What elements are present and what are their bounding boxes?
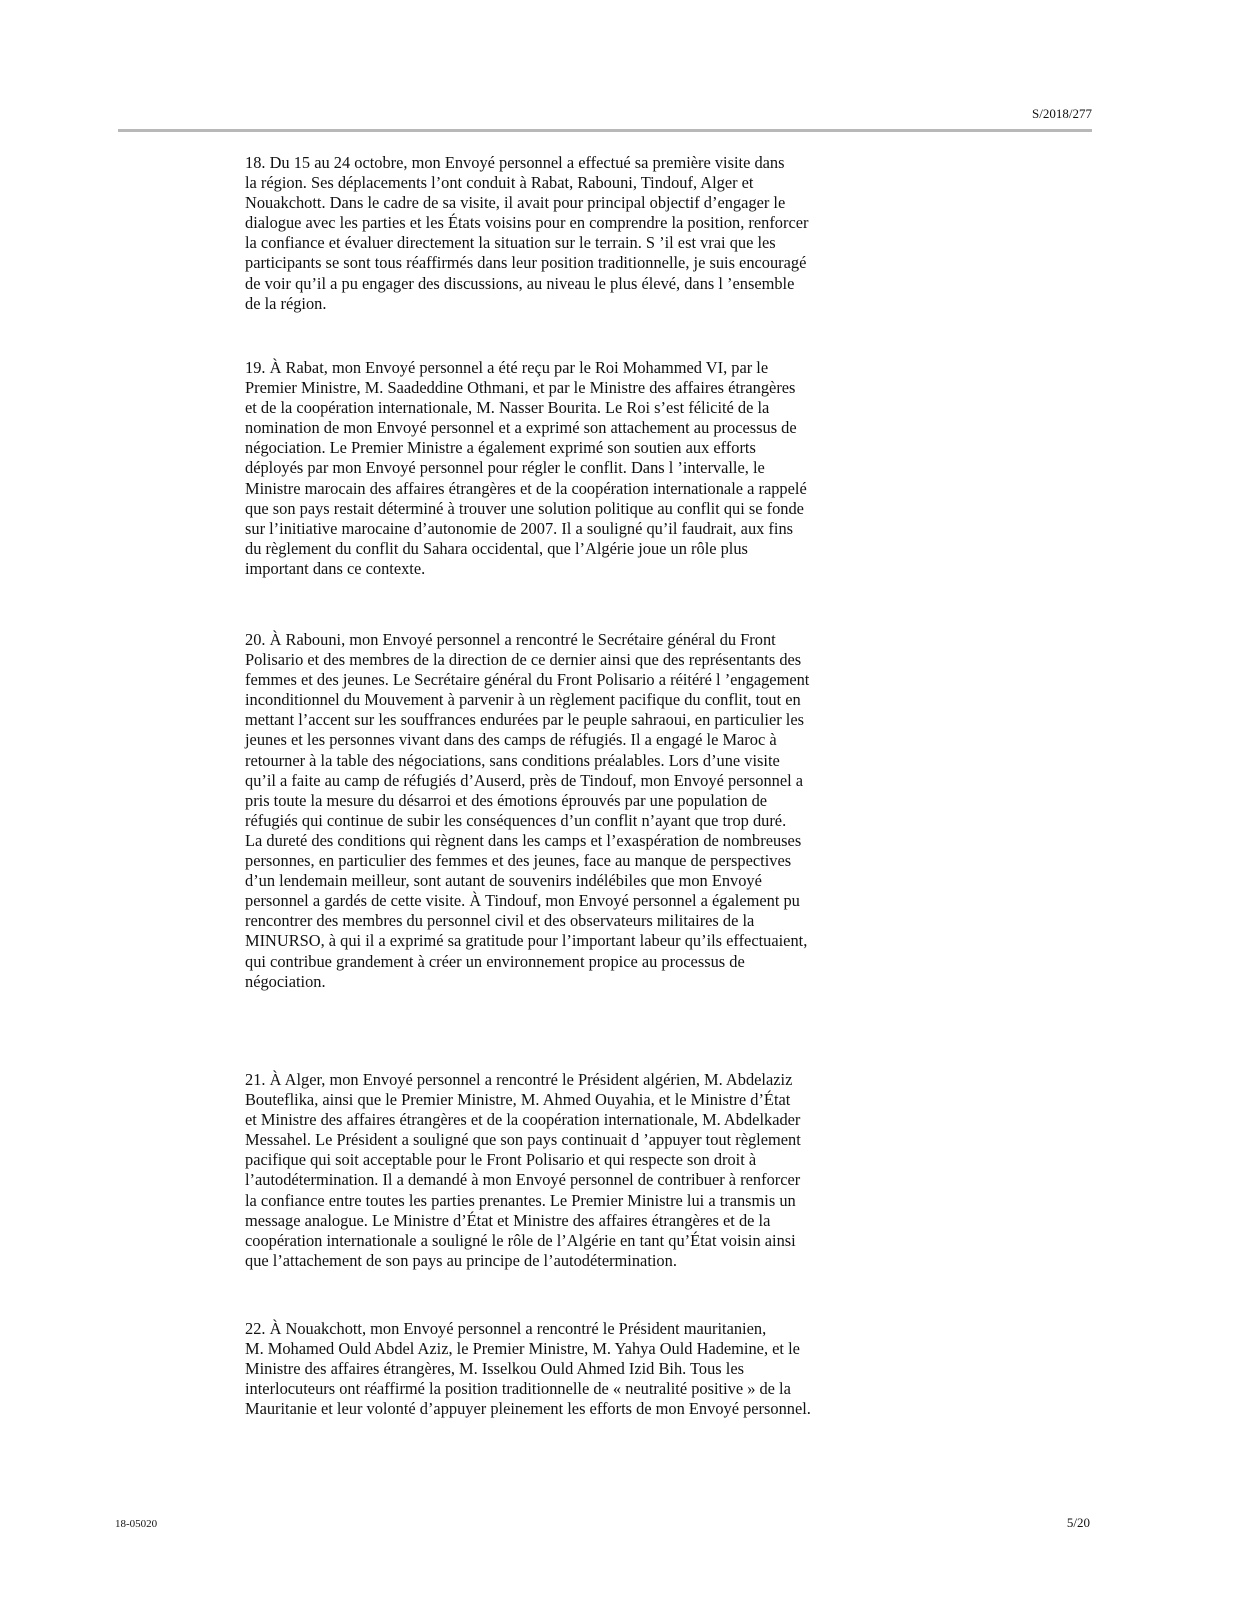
paragraph-line: déployés par mon Envoyé personnel pour régler le conflit. Dans l ’intervalle, le: [245, 458, 765, 478]
paragraph-line: 20. À Rabouni, mon Envoyé personnel a rencontré le Secrétaire général du Front: [245, 630, 776, 649]
paragraph-line: Ministre des affaires étrangères, M. Isselkou Ould Ahmed Izid Bih. Tous les: [245, 1359, 744, 1379]
paragraph-line: participants se sont tous réaffirmés dans leur position traditionnelle, je suis encouragé: [245, 253, 807, 273]
paragraph-line: pacifique qui soit acceptable pour le Front Polisario et qui respecte son droit à: [245, 1150, 757, 1170]
paragraph-line: message analogue. Le Ministre d’État et Ministre des affaires étrangères et de la: [245, 1210, 771, 1230]
paragraph-line: 22. À Nouakchott, mon Envoyé personnel a rencontré le Président mauritanien,: [245, 1319, 767, 1338]
paragraph: [245, 358, 855, 579]
paragraph-line: M. Mohamed Ould Abdel Aziz, le Premier Ministre, M. Yahya Ould Hademine, et le: [245, 1339, 800, 1359]
paragraph-line: et Ministre des affaires étrangères et de la coopération internationale, M. Abdelkader: [245, 1110, 801, 1130]
paragraph-line: négociation. Le Premier Ministre a également exprimé son soutien aux efforts: [245, 438, 756, 458]
paragraph: [245, 1070, 855, 1271]
paragraph-line: la confiance et évaluer directement la situation sur le terrain. S ’il est vrai que les: [245, 233, 776, 253]
paragraph-line: d’un lendemain meilleur, sont autant de souvenirs indélébiles que mon Envoyé: [245, 871, 762, 891]
paragraph: [245, 153, 855, 314]
paragraph-line: Messahel. Le Président a souligné que son pays continuait d ’appuyer tout règlement: [245, 1130, 801, 1150]
paragraph-line: qui contribue grandement à créer un environnement propice au processus de: [245, 951, 745, 971]
paragraph-line: coopération internationale a souligné le rôle de l’Algérie en tant qu’État voisin ainsi: [245, 1230, 796, 1250]
paragraph-line: de la région.: [245, 293, 327, 313]
paragraph-line: Mauritanie et leur volonté d’appuyer pleinement les efforts de mon Envoyé personnel.: [245, 1399, 811, 1419]
paragraph-line: femmes et des jeunes. Le Secrétaire général du Front Polisario a réitéré l ’engagement: [245, 670, 810, 690]
paragraph-line: du règlement du conflit du Sahara occidental, que l’Algérie joue un rôle plus: [245, 538, 748, 558]
paragraph-line: la région. Ses déplacements l’ont conduit à Rabat, Rabouni, Tindouf, Alger et: [245, 173, 754, 193]
paragraph-line: pris toute la mesure du désarroi et des émotions éprouvés par une population de: [245, 790, 768, 810]
paragraph-line: la confiance entre toutes les parties prenantes. Le Premier Ministre lui a transmis un: [245, 1190, 796, 1210]
footer-document-number: 18-05020: [115, 1518, 158, 1530]
paragraph-line: inconditionnel du Mouvement à parvenir à un règlement pacifique du conflit, tout en: [245, 690, 801, 710]
paragraph-line: réfugiés qui continue de subir les conséquences d’un conflit n’ayant que trop duré.: [245, 810, 787, 830]
paragraph-line: important dans ce contexte.: [245, 558, 426, 578]
paragraph-line: MINURSO, à qui il a exprimé sa gratitude pour l’important labeur qu’ils effectuaient,: [245, 931, 808, 951]
paragraph-line: 19. À Rabat, mon Envoyé personnel a été reçu par le Roi Mohammed VI, par le: [245, 358, 769, 377]
paragraph-line: La dureté des conditions qui règnent dans les camps et l’exaspération de nombreuses: [245, 830, 802, 850]
paragraph-line: Polisario et des membres de la direction de ce dernier ainsi que des représentants des: [245, 650, 802, 670]
paragraph-line: Nouakchott. Dans le cadre de sa visite, il avait pour principal objectif d’engager le: [245, 193, 786, 213]
paragraph-line: et de la coopération internationale, M. Nasser Bourita. Le Roi s’est félicité de la: [245, 398, 770, 418]
footer-page-number: 5/20: [1066, 1515, 1090, 1530]
paragraph-line: 21. À Alger, mon Envoyé personnel a rencontré le Président algérien, M. Abdelaziz: [245, 1070, 793, 1089]
paragraph: [245, 1319, 855, 1419]
paragraph-line: interlocuteurs ont réaffirmé la position traditionnelle de « neutralité positive » de la: [245, 1379, 791, 1399]
paragraph-line: Bouteflika, ainsi que le Premier Ministre, M. Ahmed Ouyahia, et le Ministre d’État: [245, 1090, 791, 1110]
header-rule: [118, 129, 1092, 132]
paragraph-line: dialogue avec les parties et les États voisins pour en comprendre la position, renforcer: [245, 213, 809, 233]
paragraph-line: Premier Ministre, M. Saadeddine Othmani, et par le Ministre des affaires étrangères: [245, 378, 796, 398]
paragraph-line: que son pays restait déterminé à trouver une solution politique au conflit qui se fonde: [245, 498, 804, 518]
paragraph-line: de voir qu’il a pu engager des discussions, au niveau le plus élevé, dans l ’ensemble: [245, 273, 795, 293]
paragraph-line: mettant l’accent sur les souffrances endurées par le peuple sahraoui, en particulier les: [245, 710, 805, 730]
paragraph-line: que l’attachement de son pays au principe de l’autodétermination.: [245, 1250, 677, 1270]
paragraph-line: l’autodétermination. Il a demandé à mon Envoyé personnel de contribuer à renforcer: [245, 1170, 801, 1190]
paragraph-line: qu’il a faite au camp de réfugiés d’Auserd, près de Tindouf, mon Envoyé personnel a: [245, 770, 804, 790]
paragraph-line: personnel a gardés de cette visite. À Tindouf, mon Envoyé personnel a également pu: [245, 891, 800, 911]
paragraph-line: jeunes et les personnes vivant dans des camps de réfugiés. Il a engagé le Maroc à: [245, 730, 777, 750]
paragraph-line: Ministre marocain des affaires étrangères et de la coopération internationale a rappelé: [245, 478, 807, 498]
document-symbol: S/2018/277: [1032, 106, 1092, 121]
paragraph-line: rencontrer des membres du personnel civil et des observateurs militaires de la: [245, 911, 755, 931]
paragraph-line: 18. Du 15 au 24 octobre, mon Envoyé personnel a effectué sa première visite dans: [245, 153, 785, 172]
paragraph-line: personnes, en particulier des femmes et des jeunes, face au manque de perspectives: [245, 851, 792, 871]
paragraph: [245, 630, 855, 992]
paragraph-line: nomination de mon Envoyé personnel et a exprimé son attachement au processus de: [245, 418, 797, 438]
paragraph-line: sur l’initiative marocaine d’autonomie de 2007. Il a souligné qu’il faudrait, aux fins: [245, 518, 794, 538]
paragraph-line: retourner à la table des négociations, sans conditions préalables. Lors d’une visite: [245, 750, 780, 770]
paragraph-line: négociation.: [245, 971, 326, 991]
